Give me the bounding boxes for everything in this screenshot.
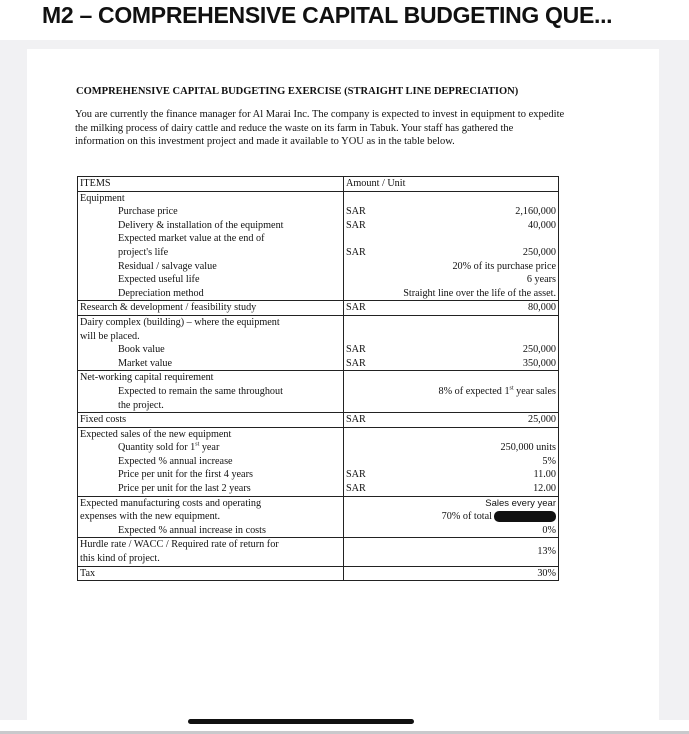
nwc-label: Net-working capital requirement [80,372,214,384]
fixed-costs-prefix: SAR [346,414,366,426]
quantity-label: Quantity sold for 1st year [118,441,220,454]
table-row-hurdle [78,538,559,566]
dairy-market-value-value: 350,000 [522,357,556,369]
dairy-label-2: will be placed. [80,330,140,342]
table-row-sales [78,427,559,496]
hurdle-value: 13% [344,538,559,566]
market-value-prefix: SAR [346,246,366,258]
manufacturing-label-2: expenses with the new equipment. [80,511,221,523]
document-heading: COMPREHENSIVE CAPITAL BUDGETING EXERCISE (STRAIGHT LINE DEPRECIATION) [76,86,519,97]
fixed-costs-value: 25,000 [527,414,556,426]
nwc-value: 8% of expected 1st year sales [344,371,559,413]
purchase-price-value: 2,160,000 [515,206,556,218]
items-header: ITEMS [78,177,344,192]
sales-label: Expected sales of the new equipment [80,428,232,440]
table-row-research [78,301,559,316]
useful-life-label: Expected useful life [118,274,200,286]
price-first-label: Price per unit for the first 4 years [118,469,253,481]
price-last-prefix: SAR [346,483,366,495]
hurdle-label-2: this kind of project. [80,553,160,565]
market-value-label-1: Expected market value at the end of [118,233,265,245]
delivery-label: Delivery & installation of the equipment [118,219,284,231]
increase-value: 5% [542,455,556,467]
dairy-market-value-prefix: SAR [346,357,366,369]
document-intro-paragraph: You are currently the finance manager for Al Marai Inc. The company is expected to invest in equipment to expedite the milking process of dairy cattle and reduce the waste on its farm in Tabuk. Your staff has gathered the information on this investment project and made it available to YOU as in the table below. [75,109,565,148]
price-last-value: 12.00 [533,483,556,495]
research-prefix: SAR [346,302,366,314]
delivery-value: 40,000 [527,219,556,231]
price-last-label: Price per unit for the last 2 years [118,483,251,495]
increase-label: Expected % annual increase [118,455,233,467]
depreciation-value: Straight line over the life of the asset. [403,287,556,299]
dairy-market-value-label: Market value [118,357,173,369]
market-value-label-2: project's life [118,246,169,258]
book-value-value: 250,000 [522,344,556,356]
app-header [0,0,689,40]
table-row-tax [78,566,559,581]
quantity-value: 250,000 units [500,442,556,454]
delivery-prefix: SAR [346,219,366,231]
purchase-price-label: Purchase price [118,206,178,218]
amount-header: Amount / Unit [344,177,559,192]
table-header-row [78,177,559,192]
dairy-label-1: Dairy complex (building) – where the equipment [80,316,280,328]
research-value: 80,000 [527,302,556,314]
price-first-value: 11.00 [533,469,556,481]
cost-increase-value: 0% [542,524,556,536]
manufacturing-value: 70% of total [442,510,556,524]
nwc-sub-1: Expected to remain the same throughout [118,385,283,397]
table-row-nwc [78,371,559,413]
residual-label: Residual / salvage value [118,260,217,272]
research-label: Research & development / feasibility study [78,301,344,316]
table-row-fixed-costs [78,413,559,428]
fixed-costs-label: Fixed costs [78,413,344,428]
table-row-dairy [78,315,559,370]
home-indicator[interactable] [188,719,414,724]
useful-life-value: 6 years [526,274,556,286]
redaction-mark [494,511,556,522]
nwc-sub-2: the project. [118,399,164,411]
equipment-label: Equipment [80,192,125,204]
manufacturing-label-1: Expected manufacturing costs and operating [80,497,262,509]
cost-increase-label: Expected % annual increase in costs [118,524,266,536]
price-first-prefix: SAR [346,469,366,481]
depreciation-label: Depreciation method [118,287,204,299]
tax-value: 30% [344,566,559,581]
table-row-equipment [78,191,559,301]
book-value-label: Book value [118,344,165,356]
manufacturing-note: Sales every year [485,497,556,509]
residual-value: 20% of its purchase price [452,260,556,272]
purchase-price-prefix: SAR [346,206,366,218]
table-row-manufacturing [78,496,559,538]
page-title: M2 – COMPREHENSIVE CAPITAL BUDGETING QUE... [42,2,613,28]
market-value-value: 250,000 [522,246,556,258]
capital-budgeting-table [77,176,559,581]
book-value-prefix: SAR [346,344,366,356]
hurdle-label-1: Hurdle rate / WACC / Required rate of return for [80,539,279,551]
tax-label: Tax [78,566,344,581]
